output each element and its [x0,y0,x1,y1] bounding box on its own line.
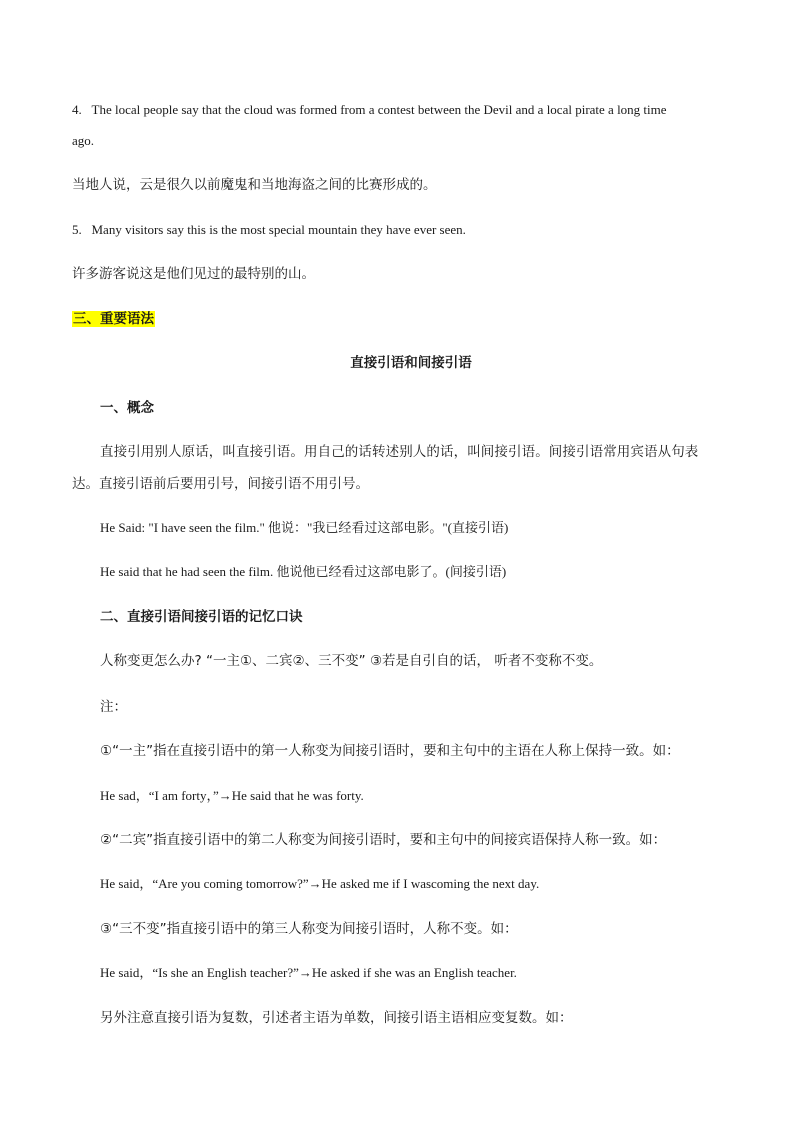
example-second-person: He said，“Are you coming tomorrow?”→He asked me if I wascoming the next day. [100,876,540,891]
item-4-line2: ago. [72,133,95,148]
grammar-title: 直接引语和间接引语 [350,355,472,371]
example-first-person: He sad，“I am forty，”→He said that he was forty. [100,788,364,803]
concept-paragraph-line2: 达。直接引语前后要用引号，间接引语不用引号。 [72,476,369,492]
mnemonic-rule: 人称变更怎么办? “一主①、二宾②、三不变” ③若是自引自的话， 听者不变称不变。 [100,653,603,669]
item-4-translation: 当地人说，云是很久以前魔鬼和当地海盗之间的比赛形成的。 [72,177,437,193]
concept-heading: 一、概念 [100,400,154,416]
note-first-person: ①“一主”指在直接引语中的第一人称变为间接引语时，要和主句中的主语在人称上保持一致。如： [100,743,680,759]
note-third-person: ③“三不变”指直接引语中的第三人称变为间接引语时，人称不变。如： [100,921,518,937]
concept-example-direct: He Said: "I have seen the film." 他说："我已经看过这部电影。"(直接引语) [100,520,509,535]
concept-paragraph-line1: 直接引用别人原话，叫直接引语。用自己的话转述别人的话，叫间接引语。间接引语常用宾语从句表 [100,444,699,460]
plural-note: 另外注意直接引语为复数，引述者主语为单数，间接引语主语相应变复数。如： [100,1010,573,1026]
item-4-text: The local people say that the cloud was formed from a contest between the Devil and a local pirate a long time [91,102,667,117]
section-heading-highlight: 三、重要语法 [73,311,154,327]
mnemonic-heading: 二、直接引语间接引语的记忆口诀 [100,609,303,625]
example-third-person: He said，“Is she an English teacher?”→He asked if she was an English teacher. [100,965,517,980]
item-5-text: Many visitors say this is the most special mountain they have ever seen. [91,222,466,237]
note-second-person: ②“二宾”指直接引语中的第二人称变为间接引语时，要和主句中的间接宾语保持人称一致。如： [100,832,667,848]
note-label: 注： [100,699,127,715]
item-5-translation: 许多游客说这是他们见过的最特别的山。 [72,266,315,282]
section-heading [72,309,155,329]
item-5-number: 5. [72,222,82,237]
item-4-line1 [72,100,667,120]
item-5-line [72,220,466,240]
concept-example-indirect: He said that he had seen the film. 他说他已经看过这部电影了。(间接引语) [100,564,507,579]
item-4-number: 4. [72,102,82,117]
